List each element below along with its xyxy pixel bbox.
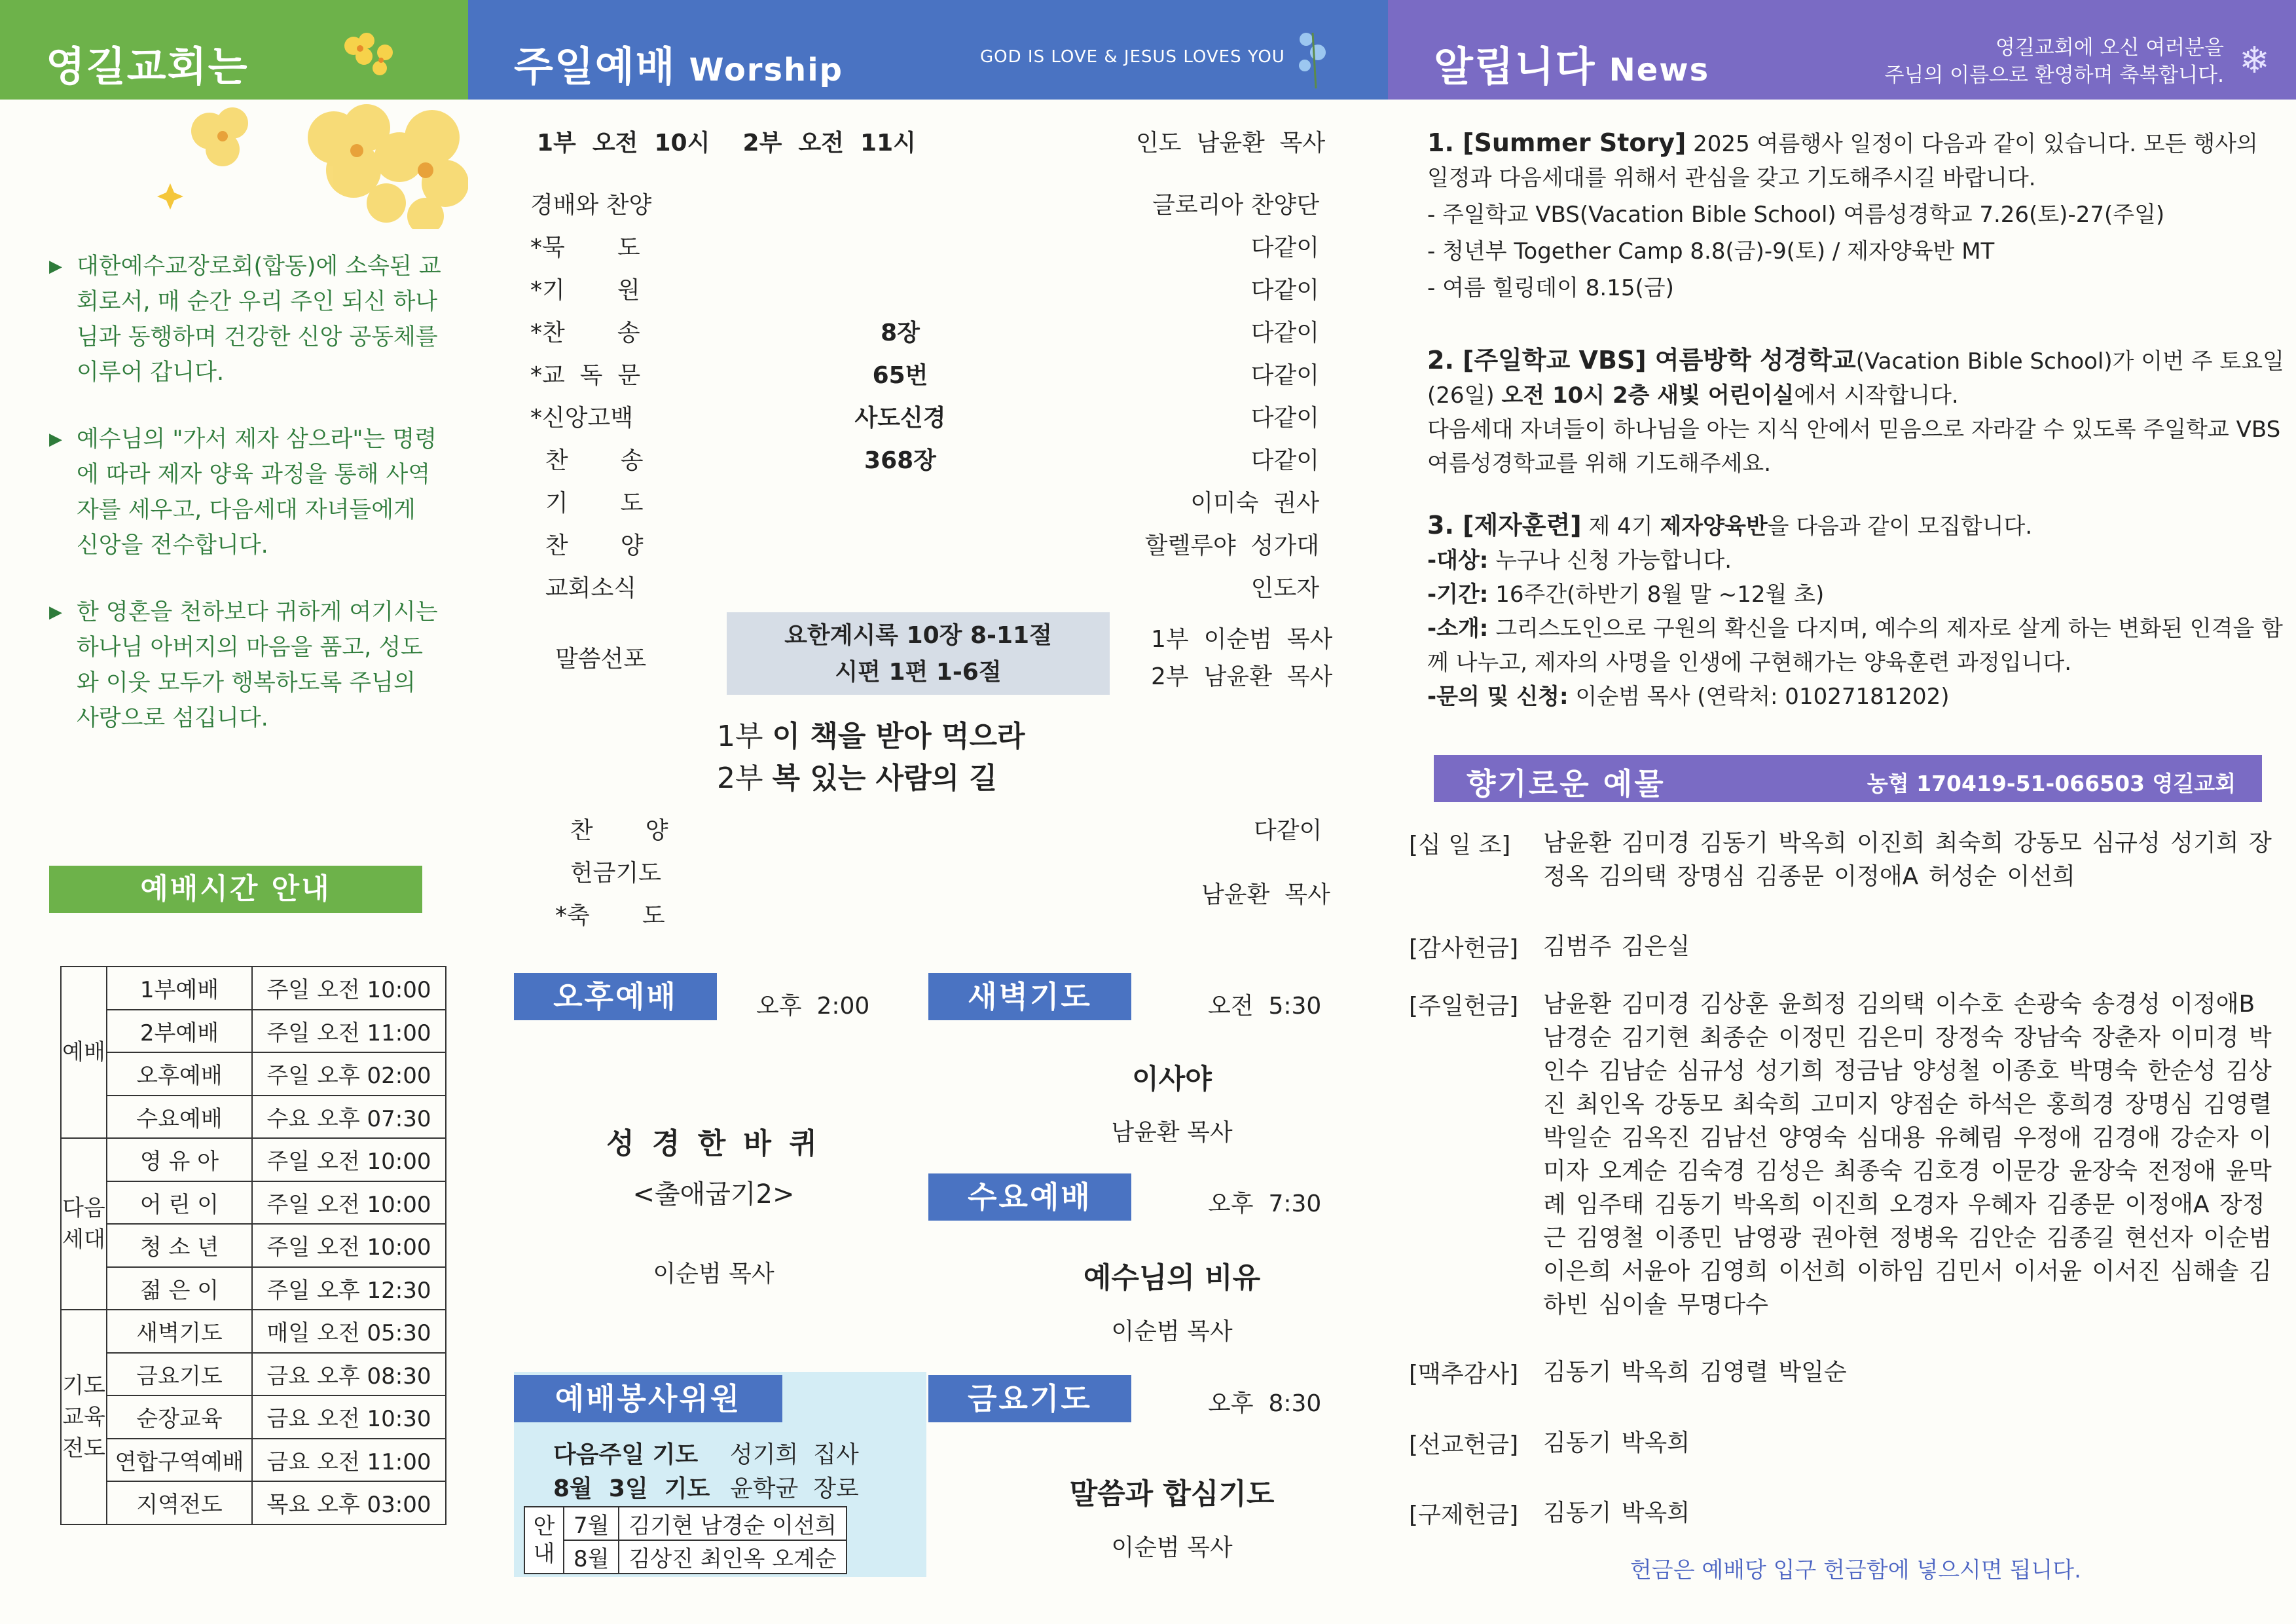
usher-label: 안내 [524, 1507, 564, 1574]
aug-prayer-label: 8월 3일 기도 [553, 1475, 710, 1502]
offering-footer: 헌금은 예배당 입구 헌금함에 넣으시면 됩니다. [1630, 1557, 2081, 1583]
wednesday-speaker: 이순범 목사 [1111, 1318, 1233, 1345]
schedule-time: 금요 오전 10:30 [252, 1395, 446, 1439]
order-leader: 다같이 [1250, 405, 1319, 432]
news-2-body-c: 다음세대 자녀들이 하나님을 아는 지식 안에서 믿음으로 자라갈 수 있도록 주일학교 VBS 여름성경학교를 위해 기도해주세요. [1427, 416, 2281, 477]
welcome-message [1884, 34, 2224, 89]
schedule-row [61, 1439, 446, 1482]
closing-item: 찬 양 [555, 817, 668, 844]
order-item: 찬 송 [530, 447, 644, 474]
detail-value: 이순범 목사 (연락처: 01027181202) [1568, 684, 1950, 710]
order-leader: 다같이 [1250, 447, 1319, 474]
schedule-time: 주일 오전 10:00 [252, 967, 446, 1010]
news-3-post: 을 다음과 같이 모집합니다. [1767, 513, 2033, 540]
schedule-time: 수요 오후 07:30 [252, 1096, 446, 1139]
news-header [1388, 0, 2296, 100]
welcome-line-2: 주님의 이름으로 환영하며 축복합니다. [1884, 64, 2224, 87]
wednesday-time: 오후 7:30 [1208, 1190, 1322, 1217]
schedule-name: 젊 은 이 [107, 1267, 252, 1310]
usher-month: 8월 [564, 1540, 619, 1574]
schedule-time: 주일 오전 11:00 [252, 1010, 446, 1053]
church-mission-list [49, 249, 442, 767]
schedule-name: 금요기도 [107, 1353, 252, 1396]
schedule-group: 기도교육전도 [61, 1310, 107, 1524]
news-item-1 [1427, 126, 2285, 305]
news-2-highlight: 오전 10시 2층 새빛 어린이실 [1501, 382, 1795, 409]
schedule-row [61, 1267, 446, 1310]
detail-key: -문의 및 신청: [1427, 684, 1569, 710]
closing-leader: 남윤환 목사 [1201, 881, 1330, 908]
intro-header [0, 0, 468, 100]
news-2-body-b: 에서 시작합니다. [1794, 382, 1959, 409]
order-item: *신앙고백 [530, 405, 634, 432]
schedule-name: 청 소 년 [107, 1224, 252, 1267]
volunteer-badge: 예배봉사위원 [514, 1375, 782, 1422]
schedule-name: 오후예배 [107, 1052, 252, 1096]
wednesday-badge: 수요예배 [928, 1173, 1131, 1221]
detail-value: 16주간(하반기 8월 말 ~12월 초) [1488, 581, 1825, 608]
afternoon-sermon [543, 1120, 884, 1289]
worship-header [468, 0, 1388, 100]
news-3-pre: 제 4기 [1581, 513, 1660, 540]
order-item: 교회소식 [530, 575, 636, 602]
schedule-name: 새벽기도 [107, 1310, 252, 1353]
bank-account: 농협 170419-51-066503 영길교회 [1867, 771, 2236, 796]
schedule-name: 1부예배 [107, 967, 252, 1010]
usher-month: 7월 [564, 1507, 619, 1540]
schedule-row [61, 1052, 446, 1096]
offering-header [1434, 755, 2262, 802]
offering-category: [주일헌금] [1409, 993, 1519, 1020]
afternoon-time: 오후 2:00 [756, 993, 870, 1020]
scripture-reading-1: 요한계시록 10장 8-11절 [784, 622, 1052, 649]
schedule-name: 지역전도 [107, 1481, 252, 1524]
order-leader: 인도자 [1250, 575, 1319, 602]
order-item: *교 독 문 [530, 362, 641, 389]
offering-category: [선교헌금] [1409, 1431, 1519, 1458]
order-leader: 다같이 [1250, 277, 1319, 304]
order-item: *찬 송 [530, 320, 640, 346]
worship-schedule-table [60, 966, 446, 1525]
scripture-box [727, 612, 1110, 695]
schedule-row [61, 1138, 446, 1181]
order-detail: 65번 [872, 362, 928, 389]
friday-time: 오후 8:30 [1208, 1390, 1322, 1417]
news-3-highlight: 제자양육반 [1660, 513, 1768, 540]
order-leader: 이미숙 권사 [1190, 490, 1319, 517]
mission-item: ▶ 예수님의 "가서 제자 삼으라"는 명령에 따라 제자 양육 과정을 통해 사역자를 세우고, 다음세대 자녀들에게 신앙을 전수합니다. [49, 422, 442, 563]
schedule-row [61, 1181, 446, 1225]
schedule-time: 주일 오후 02:00 [252, 1052, 446, 1096]
dawn-speaker: 남윤환 목사 [1111, 1119, 1233, 1146]
blue-flower-icon [1286, 20, 1339, 92]
news-title: 알립니다 [1434, 43, 1596, 90]
schedule-time: 주일 오전 10:00 [252, 1138, 446, 1181]
sermon-label: 말씀선포 [555, 646, 647, 673]
afternoon-badge: 오후예배 [514, 973, 717, 1020]
news-3-detail [1427, 578, 2285, 612]
wednesday-sermon [1002, 1254, 1342, 1346]
schedule-name: 연합구역예배 [107, 1439, 252, 1482]
schedule-time: 목요 오후 03:00 [252, 1481, 446, 1524]
order-leader: 글로리아 찬양단 [1152, 192, 1319, 219]
worship-title-en: Worship [689, 52, 844, 88]
dawn-title: 이사야 [1132, 1063, 1212, 1095]
afternoon-speaker: 이순범 목사 [653, 1261, 774, 1287]
offering-category: [감사헌금] [1409, 935, 1519, 962]
detail-key: -대상: [1427, 547, 1489, 574]
schedule-row [61, 1310, 446, 1353]
order-leader: 다같이 [1250, 234, 1319, 261]
closing-right: 다같이 [1254, 817, 1322, 844]
offering-donors: 김동기 박옥희 [1543, 1500, 1690, 1526]
usher-names: 김기현 남경순 이선희 [619, 1507, 846, 1540]
offering-category: [십 일 조] [1409, 832, 1511, 858]
schedule-time: 매일 오전 05:30 [252, 1310, 446, 1353]
schedule-name: 순장교육 [107, 1395, 252, 1439]
mission-item: ▶ 대한예수교장로회(합동)에 소속된 교회로서, 매 순간 우리 주인 되신 하나님과 동행하며 건강한 신앙 공동체를 이루어 갑니다. [49, 249, 442, 390]
order-item: 경배와 찬양 [530, 192, 652, 219]
offering-title: 향기로운 예물 [1467, 766, 1666, 802]
preacher-1: 1부 이순범 목사 [1151, 626, 1333, 653]
news-2-title: 2. [주일학교 VBS] 여름방학 성경학교 [1427, 346, 1856, 375]
schedule-name: 영 유 아 [107, 1138, 252, 1181]
order-detail: 368장 [864, 447, 936, 474]
schedule-name: 어 린 이 [107, 1181, 252, 1225]
worship-title: 주일예배 [514, 43, 676, 90]
schedule-name: 수요예배 [107, 1096, 252, 1139]
aug-prayer-name: 윤학균 장로 [730, 1475, 859, 1502]
worship-leader: 인도 남윤환 목사 [1136, 130, 1326, 157]
news-1-body: 2025 여름행사 일정이 다음과 같이 있습니다. 모든 행사의 일정과 다음세대를 위해서 관심을 갖고 기도해주시길 바랍니다. [1427, 131, 2258, 191]
friday-sermon [1002, 1470, 1342, 1562]
schedule-time: 금요 오전 11:00 [252, 1439, 446, 1482]
mission-item: ▶ 한 영혼을 천하보다 귀하게 여기시는 하나님 아버지의 마음을 품고, 성도와 이웃 모두가 행복하도록 주님의 사랑으로 섬깁니다. [49, 595, 442, 736]
offering-donors: 김동기 박옥희 [1543, 1430, 1690, 1456]
order-leader: 다같이 [1250, 362, 1319, 389]
order-item: 찬 양 [530, 532, 644, 559]
preacher-2: 2부 남윤환 목사 [1151, 663, 1333, 690]
news-3-detail [1427, 612, 2285, 680]
next-prayer-name: 성기희 집사 [730, 1441, 859, 1468]
detail-key: -기간: [1427, 581, 1489, 608]
schedule-group: 예배 [61, 967, 107, 1138]
order-detail: 8장 [881, 320, 920, 346]
order-item: *묵 도 [530, 234, 640, 261]
usher-names: 김상진 최인옥 오계순 [619, 1540, 846, 1574]
wednesday-title: 예수님의 비유 [1083, 1261, 1261, 1295]
schedule-row [61, 1096, 446, 1139]
dawn-time: 오전 5:30 [1208, 993, 1322, 1020]
order-leader: 다같이 [1250, 320, 1319, 346]
scripture-reading-2: 시편 1편 1-6절 [835, 659, 1002, 686]
order-detail: 사도신경 [854, 405, 946, 432]
next-prayer-label: 다음주일 기도 [553, 1441, 699, 1468]
schedule-row [61, 1224, 446, 1267]
news-2-body: (Vacation Bible School)가 이번 주 토요일(26일) [1427, 348, 2284, 409]
friday-title: 말씀과 합심기도 [1069, 1477, 1275, 1511]
schedule-row [61, 967, 446, 1010]
order-leader: 할렐루야 성가대 [1144, 532, 1319, 559]
news-1-line: - 주일학교 VBS(Vacation Bible School) 여름성경학교 7.26(토)-27(주일) [1427, 202, 2165, 228]
order-item: 기 도 [530, 490, 644, 517]
schedule-time: 주일 오전 10:00 [252, 1224, 446, 1267]
schedule-row [61, 1481, 446, 1524]
detail-key: -소개: [1427, 616, 1489, 642]
flower-icon [334, 26, 406, 85]
offering-donors: 남윤환 김미경 김동기 박옥희 이진희 최숙희 강동모 심규성 성기희 장정옥 김의택 장명심 김종문 이정애A 허성순 이선희 [1543, 830, 2272, 890]
dawn-badge: 새벽기도 [928, 973, 1131, 1020]
news-3-title: 3. [제자훈련] [1427, 511, 1582, 540]
friday-badge: 금요기도 [928, 1375, 1131, 1422]
tagline: GOD IS LOVE & JESUS LOVES YOU [980, 47, 1285, 67]
dawn-sermon [1002, 1058, 1342, 1147]
news-item-3 [1427, 508, 2285, 714]
detail-value: 누구나 신청 가능합니다. [1488, 547, 1732, 574]
offering-category: [구제헌금] [1409, 1502, 1519, 1528]
schedule-title: 예배시간 안내 [49, 866, 422, 913]
schedule-row [61, 1010, 446, 1053]
news-3-detail [1427, 544, 2285, 578]
schedule-time: 주일 오전 10:00 [252, 1181, 446, 1225]
schedule-time: 금요 오후 08:30 [252, 1353, 446, 1396]
offering-category: [맥추감사] [1409, 1361, 1519, 1388]
usher-table [524, 1506, 847, 1574]
schedule-group: 다음세대 [61, 1138, 107, 1310]
offering-donors: 남윤환 김미경 김상훈 윤희정 김의택 이수호 손광숙 송경성 이정애B 남경순 김기현 최종순 이정민 김은미 장정숙 장남숙 장춘자 이미경 박인수 김남순 심규성 성기희 정금남 양성철 이종호 박명숙 한순성 김상진 최인옥 강동모 최숙희 고미지 양점순 하석은 홍희경 장명심 김영렬 박일순 김옥진 김남선 양영숙 심대용 유혜림 우정애 김경애 강순자 이미자 오계순 김숙경 김성은 최종숙 김호경 이문강 윤장숙 전정애 윤막례 임주태 김동기 박옥희 이진희 오경자 우혜자 김종문 이정애A 장정근 김영철 이종민 남영광 권아현 정병욱 김안순 김종길 현선자 이순범 이은희 서윤아 김영희 이선희 이하임 김민서 이서윤 이서진 심해솔 김하빈 심이솔 무명다수 [1543, 991, 2272, 1318]
news-1-line: - 여름 힐링데이 8.15(금) [1427, 275, 1674, 301]
news-1-title: 1. [Summer Story] [1427, 128, 1686, 157]
friday-speaker: 이순범 목사 [1111, 1534, 1233, 1561]
service-times: 1부 오전 10시 2부 오전 11시 [537, 130, 916, 157]
schedule-row [61, 1353, 446, 1396]
schedule-time: 주일 오후 12:30 [252, 1267, 446, 1310]
snowflake-icon: ❄ [2239, 39, 2270, 82]
offering-donors: 김동기 박옥희 김영렬 박일순 [1543, 1359, 1847, 1386]
intro-title: 영길교회는 [46, 43, 249, 90]
sermon-title-2: 2부 복 있는 사람의 길 [717, 762, 997, 795]
news-title-en: News [1609, 52, 1710, 88]
welcome-line-1: 영길교회에 오신 여러분을 [1995, 36, 2224, 60]
detail-value: 그리스도인으로 구원의 확신을 다지며, 예수의 제자로 살게 하는 변화된 인격을 함께 나누고, 제자의 사명을 인생에 구현해가는 양육훈련 과정입니다. [1427, 616, 2283, 676]
news-1-line: - 청년부 Together Camp 8.8(금)-9(토) / 제자양육반 MT [1427, 238, 1995, 265]
closing-item: 헌금기도 [555, 860, 661, 887]
sermon-title-1: 1부 이 책을 받아 먹으라 [717, 720, 1025, 753]
afternoon-subtitle: <출애굽기2> [632, 1179, 795, 1209]
offering-donors: 김범주 김은실 [1543, 933, 1690, 960]
news-item-2 [1427, 343, 2285, 481]
flower-decoration [118, 98, 468, 229]
news-3-detail [1427, 680, 2285, 714]
afternoon-title: 성 경 한 바 퀴 [606, 1127, 821, 1160]
schedule-row [61, 1395, 446, 1439]
order-item: *기 원 [530, 277, 640, 304]
schedule-name: 2부예배 [107, 1010, 252, 1053]
closing-item: *축 도 [555, 902, 665, 929]
